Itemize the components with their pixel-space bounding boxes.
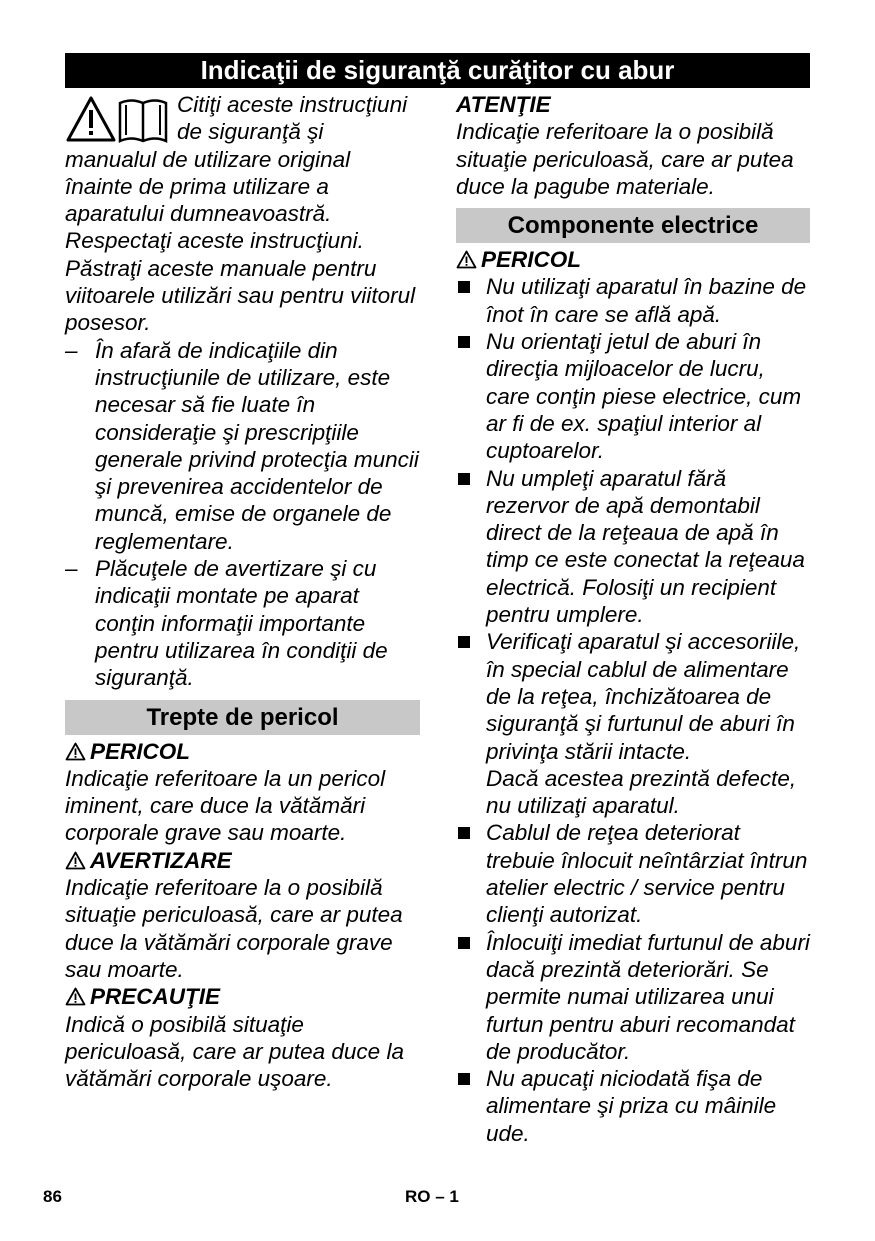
list-item [456,273,810,328]
warning-manual-icon [65,95,169,145]
intro-text: Citiţi aceste instrucţiuni de siguranţă şi manualul de utilizare original înainte de prima utilizare a aparatului dumneavoastră. Respectaţi aceste instrucţiuni. Păstraţi aceste manuale pentru viitoarele utilizări sau pentru viitorul posesor. [65,92,416,336]
section-heading-electrical: Componente electrice [456,208,810,243]
list-item-text: Cablul de reţea deteriorat trebuie înlocuit neîntârziat întrun atelier electric / service pentru clienţi autorizat. [486,820,808,928]
signal-text-attention: Indicaţie referitoare la o posibilă situaţie periculoasă, care ar putea duce la pagube materiale. [456,119,794,199]
list-item [456,328,810,464]
signal-text-danger: Indicaţie referitoare la un pericol iminent, care duce la vătămări corporale grave sau moarte. [65,765,386,846]
list-item [456,929,810,1065]
list-item [456,465,810,629]
page-title: Indicaţii de siguranţă curăţitor cu abur [65,53,810,88]
signal-word-danger: PERICOL [65,738,420,765]
left-column [65,91,420,1092]
warning-triangle-icon [65,742,86,761]
signal-text-warning: Indicaţie referitoare la o posibilă situaţie periculoasă, care ar putea duce la vătămări corporale grave sau moarte. [65,875,403,982]
list-item-text: Verificaţi aparatul şi accesoriile, în special cablul de alimentare de la reţea, închizătoarea de siguranţă şi furtunul de aburi în privinţa stării intacte. [486,629,801,764]
list-item [456,1065,810,1147]
intro-paragraph [65,91,420,337]
dash-marker: – [65,337,78,363]
list-item-text: Nu orientaţi jetul de aburi în direcţia mijloacelor de lucru, care conţin piese electrice, cum ar fi de ex. spaţiul interior al cuptoarelor. [486,329,802,464]
square-bullet-icon [458,336,470,348]
signal-word-caution: PRECAUŢIE [65,983,420,1010]
square-bullet-icon [458,827,470,839]
list-item [456,628,810,764]
warning-triangle-icon [456,250,477,269]
square-bullet-icon [458,1073,470,1085]
signal-word-danger: PERICOL [456,246,810,273]
list-item [65,337,420,555]
square-bullet-icon [458,636,470,648]
list-item-text: În afară de indicaţiile din instrucţiunile de utilizare, este necesar să fie luate în consideraţie şi prescripţiile generale privind protecţia muncii şi prevenirea accidentelor de muncă, emise de organele de reglementare. [95,337,419,554]
list-item-text: Nu utilizaţi aparatul în bazine de înot în care se află apă. [486,274,807,327]
square-bullet-icon [458,937,470,949]
page-code: RO – 1 [405,1187,459,1206]
signal-word-warning: AVERTIZARE [65,847,420,874]
square-bullet-icon [458,281,470,293]
section-heading-danger-levels: Trepte de pericol [65,700,420,735]
list-item-text: Nu apucaţi niciodată fişa de alimentare şi priza cu mâinile ude. [486,1066,777,1146]
signal-text-caution: Indică o posibilă situaţie periculoasă, care ar putea duce la vătămări corporale uşoare. [65,1011,404,1092]
signal-word-attention: ATENŢIE [456,92,551,117]
warning-triangle-icon [65,987,86,1006]
list-item-text: Înlocuiţi imediat furtunul de aburi dacă prezintă deteriorări. Se permite numai utilizarea unui furtun pentru aburi recomandat de producător. [486,929,810,1064]
list-item-text: Nu umpleţi aparatul fără rezervor de apă demontabil direct de la reţeaua de apă în timp ce este conectat la reţeaua electrică. Folosiţi un recipient pentru umplere. [486,465,805,628]
square-bullet-icon [458,473,470,485]
list-item [456,819,810,928]
right-column [456,91,810,1147]
list-item [65,555,420,691]
warning-triangle-icon [65,851,86,870]
list-item-text: Plăcuţele de avertizare şi cu indicaţii montate pe aparat conţin informaţii importante pentru utilizarea în condiţii de siguranţă. [95,556,388,691]
page-number: 86 [43,1187,62,1206]
list-item-continuation: Dacă acestea prezintă defecte, nu utilizaţi aparatul. [486,765,797,819]
dash-marker: – [65,556,78,582]
